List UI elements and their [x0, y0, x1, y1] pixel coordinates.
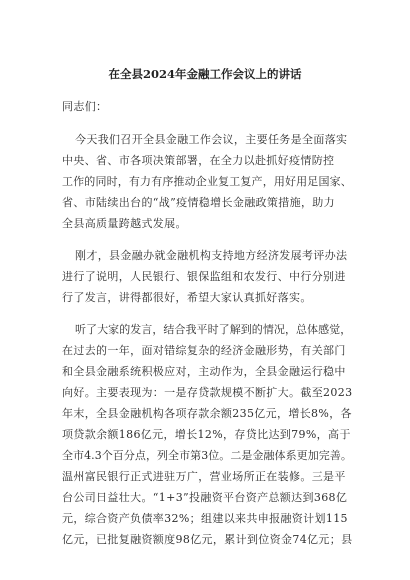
paragraph-line: 省、市陆续出台的“战”疫情稳增长金融政策措施，助力: [62, 196, 335, 209]
paragraph-line: 行了发言，讲得都很好，希望大家认真抓好落实。: [62, 291, 312, 304]
paragraph-line: 刚才，县金融办就金融机构支持地方经济发展考评办法: [75, 249, 348, 262]
paragraph-line: 向好。主要表现为：一是存贷款规模不断扩大。截至2023: [62, 386, 353, 399]
paragraph-line: 温州富民银行正式进驻万广，营业场所正在装修。三是平: [62, 470, 346, 483]
document-title: 在全县2024年金融工作会议上的讲话: [108, 67, 302, 81]
paragraph-line: 全县高质量跨越式发展。: [62, 217, 187, 230]
paragraph-line: 年末，全县金融机构各项存款余额235亿元，增长8%，各: [62, 407, 352, 420]
paragraph-line: 在过去的一年，面对错综复杂的经济金融形势，有关部门: [62, 344, 346, 357]
paragraph-line: 进行了说明，人民银行、银保监组和农发行、中行分别进: [62, 270, 346, 283]
paragraph-line: 项贷款余额186亿元，增长12%，存贷比达到79%，高于: [62, 428, 351, 441]
paragraph-line: 和全县金融系统积极应对，主动作为，全县金融运行稳中: [62, 365, 346, 378]
salutation: 同志们：: [62, 100, 108, 113]
paragraph-line: 听了大家的发言，结合我平时了解到的情况，总体感觉，: [75, 323, 352, 336]
paragraph-line: 元，综合资产负债率32%；组建以来共申报融资计划115: [62, 512, 348, 525]
paragraph-line: 工作的同时，有力有序推动企业复工复产，用好用足国家、: [62, 175, 352, 188]
paragraph-line: 台公司日益壮大。“1+3”投融资平台资产总额达到368亿: [62, 491, 348, 504]
paragraph-line: 亿元，已批复融资额度98亿元，累计到位资金74亿元；县: [62, 533, 353, 546]
paragraph-line: 全市4.3个百分点，列全市第3位。二是金融体系更加完善。: [62, 449, 352, 462]
paragraph-line: 今天我们召开全县金融工作会议，主要任务是全面落实: [75, 133, 348, 146]
paragraph-line: 中央、省、市各项决策部署，在全力以赴抓好疫情防控: [62, 154, 335, 167]
